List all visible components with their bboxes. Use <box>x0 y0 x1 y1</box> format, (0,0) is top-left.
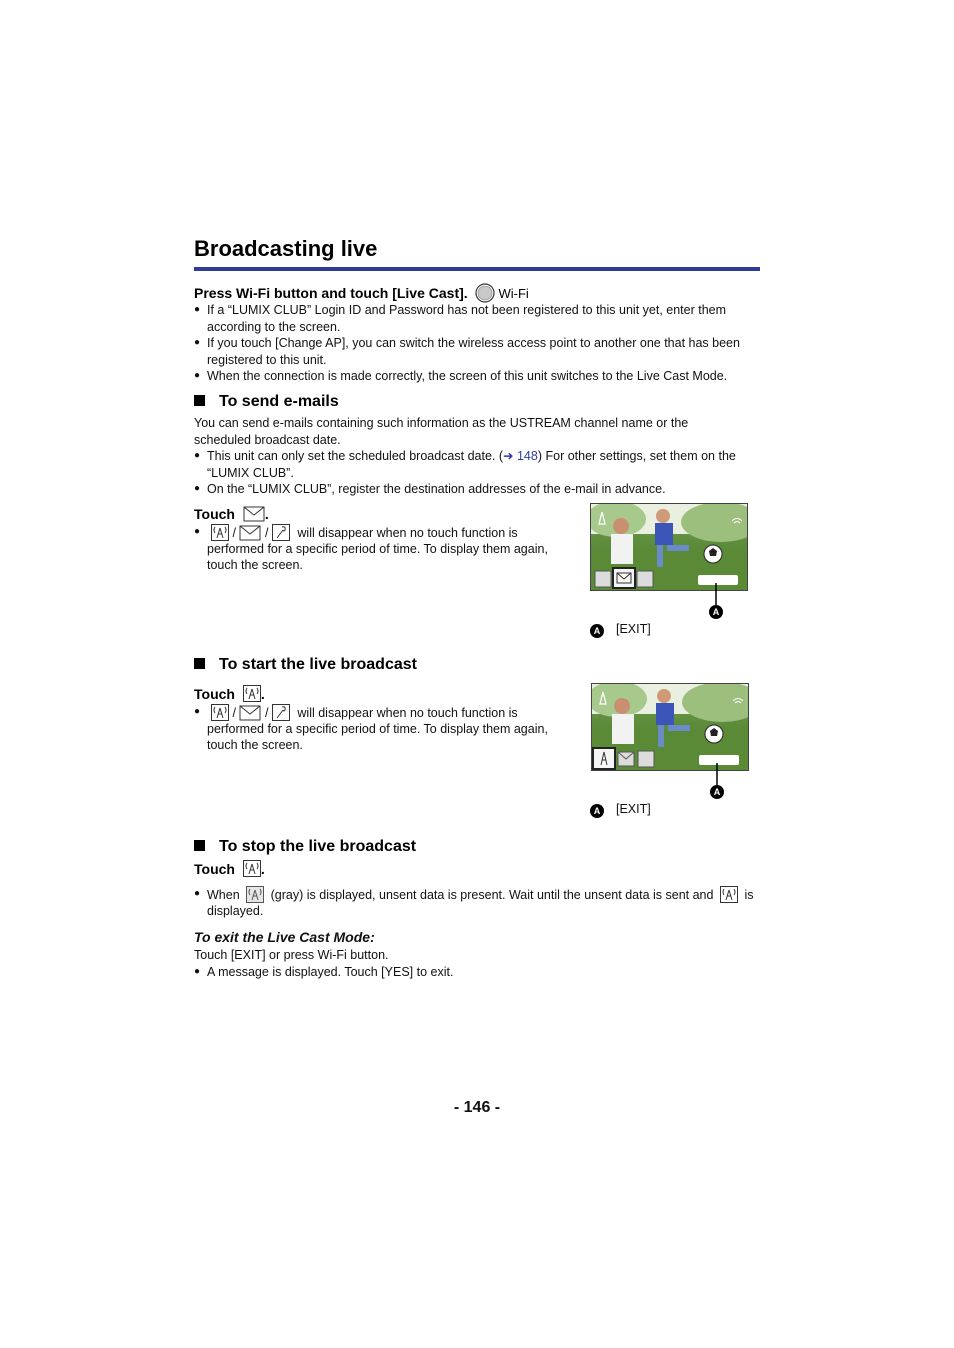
exit-line1: Touch [EXIT] or press Wi-Fi button. <box>194 948 389 962</box>
section-heading-stop: To stop the live broadcast <box>194 838 416 856</box>
wifi-label: Wi-Fi <box>498 286 529 301</box>
email-bullet-1: This unit can only set the scheduled broadcast date. (➜ 148) For other settings, set them on the <box>207 449 736 463</box>
live-cast-gray-icon <box>246 886 264 903</box>
mail-icon <box>239 705 261 721</box>
camera-screen-live <box>591 683 749 771</box>
email-bullet-2: On the “LUMIX CLUB”, register the destination addresses of the e-mail in advance. <box>207 482 666 496</box>
settings-tool-icon <box>272 524 290 541</box>
email-para-2: scheduled broadcast date. <box>194 432 341 447</box>
title-rule <box>194 267 760 271</box>
bullet-dot: ● <box>194 965 201 977</box>
mail-icon <box>243 506 265 522</box>
section-heading-email: To send e-mails <box>194 393 339 411</box>
live-cast-icon <box>243 685 261 702</box>
bullet-dot: ● <box>194 370 201 381</box>
callout-leader-line <box>701 763 731 785</box>
bullet-dot: ● <box>194 483 201 494</box>
camera-screen-email <box>590 503 748 591</box>
page-link-148[interactable]: 148 <box>516 449 538 463</box>
email-disappear-line2: performed for a specific period of time. To display them again, <box>207 541 548 556</box>
section-heading-start: To start the live broadcast <box>194 656 417 674</box>
exit-caption: [EXIT] <box>616 622 651 636</box>
square-bullet-icon <box>194 658 205 669</box>
caption-a-marker: A <box>590 804 604 818</box>
start-touch-instruction: Touch . <box>194 686 265 702</box>
start-disappear-line1: / / will disappear when no touch function is <box>207 704 518 722</box>
square-bullet-icon <box>194 840 205 851</box>
settings-tool-icon <box>272 704 290 721</box>
email-para-1: You can send e-mails containing such information as the USTREAM channel name or the <box>194 416 689 430</box>
bullet-dot: ● <box>194 304 201 315</box>
scene-image <box>592 684 748 770</box>
callout-a-marker: A <box>709 605 723 619</box>
intro-bullet-3: When the connection is made correctly, the screen of this unit switches to the Live Cast Mode. <box>207 369 728 383</box>
scene-image <box>591 504 747 590</box>
exit-caption: [EXIT] <box>616 802 651 816</box>
bullet-dot: ● <box>194 706 201 717</box>
intro-instruction: Press Wi-Fi button and touch [Live Cast]. Wi-Fi <box>194 285 529 301</box>
email-disappear-line1: / / will disappear when no touch function is <box>207 524 518 542</box>
caption-a-marker: A <box>590 624 604 638</box>
wifi-button-icon <box>475 283 495 303</box>
stop-bullet-line1: When (gray) is displayed, unsent data is present. Wait until the unsent data is sent and is <box>207 888 754 902</box>
intro-bullet-1a: If a “LUMIX CLUB” Login ID and Password has not been registered to this unit yet, enter them <box>207 303 727 317</box>
bullet-dot: ● <box>194 526 201 537</box>
email-bullet-1b: “LUMIX CLUB”. <box>207 465 294 480</box>
mail-icon <box>239 525 261 541</box>
callout-leader-line <box>700 583 730 605</box>
email-touch-instruction: Touch . <box>194 506 269 522</box>
bullet-dot: ● <box>194 337 201 348</box>
stop-bullet-line2: displayed. <box>207 903 264 918</box>
intro-bullet-1b: according to the screen. <box>207 319 341 334</box>
square-bullet-icon <box>194 395 205 406</box>
bullet-dot: ● <box>194 888 201 899</box>
email-disappear-line3: touch the screen. <box>207 558 303 572</box>
live-cast-icon <box>211 524 229 541</box>
live-cast-icon <box>211 704 229 721</box>
live-cast-icon <box>243 860 261 877</box>
callout-a-marker: A <box>710 785 724 799</box>
bullet-dot: ● <box>194 450 201 461</box>
exit-heading: To exit the Live Cast Mode: <box>194 929 375 945</box>
stop-touch-instruction: Touch . <box>194 861 265 877</box>
exit-bullet: A message is displayed. Touch [YES] to exit. <box>207 964 454 979</box>
live-cast-icon <box>720 886 738 903</box>
start-disappear-line3: touch the screen. <box>207 738 303 752</box>
start-disappear-line2: performed for a specific period of time. To display them again, <box>207 721 548 736</box>
page-number: - 146 - <box>453 1099 501 1116</box>
intro-bullet-2b: registered to this unit. <box>207 352 327 367</box>
page-title: Broadcasting live <box>194 236 378 261</box>
intro-bullet-2a: If you touch [Change AP], you can switch the wireless access point to another one that has been <box>207 336 740 350</box>
page-link-arrow-icon[interactable]: ➜ <box>503 449 514 463</box>
